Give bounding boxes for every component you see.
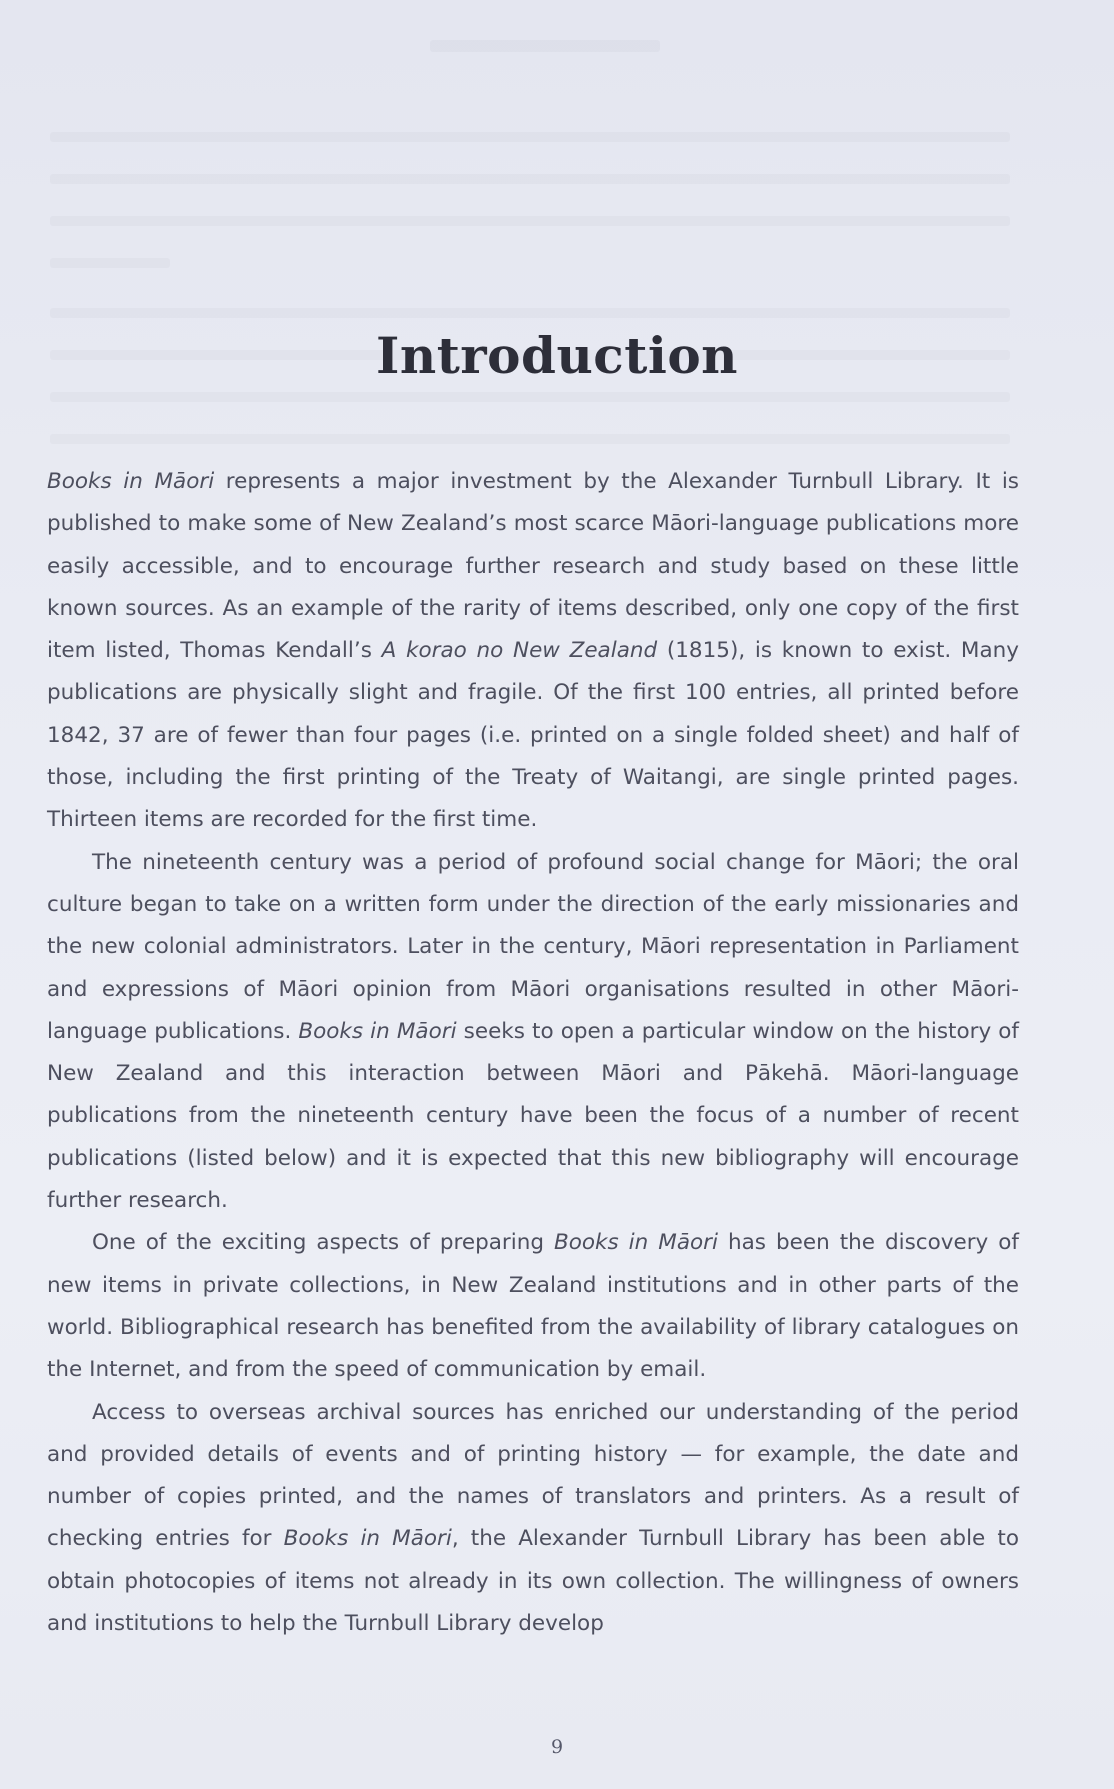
paragraph-text: represents a major investment by the Alexander Turnbull Library. It is published to make some of New Zealand’s most scarce Māori-language publications more easily accessible, and to encourage further research and study based on these little known sources. As an example of the rarity of items described, only one copy of the first item listed, Thomas Kendall’s [47,469,1019,664]
show-through-line [50,258,170,268]
show-through-line [50,174,1010,184]
italic-title-text: Books in Māori [283,1526,452,1552]
show-through-line [50,392,1010,402]
italic-title-text: Books in Māori [298,1018,457,1044]
paragraph-text: One of the exciting aspects of preparing [92,1230,554,1256]
paragraph [47,461,1019,842]
italic-title-text: Books in Māori [553,1230,718,1256]
show-through-line [50,434,1010,444]
page-number: 9 [550,1736,564,1758]
paragraph-text: , the Alexander Turnbull Library has been able to obtain photocopies of items not already in its own collection. The willingness of owners and institutions to help the Turnbull Library develop [47,1526,1019,1637]
paragraph-text: Access to overseas archival sources has enriched our understanding of the period and provided details of events and of printing history — for example, the date and number of copies printed, and the names of translators and printers. As a result of checking entries for [47,1399,1019,1552]
paragraph [47,1392,1019,1646]
italic-title-text: Books in Māori [47,469,215,494]
chapter-title: Introduction [375,325,739,385]
paragraph-text: The nineteenth century was a period of profound social change for Māori; the oral culture began to take on a written form under the direction of the early missionaries and the new colonial administrators. Later in the century, Māori representation in Parliament and expressions of Māori opinion from Māori organisations resulted in other Māori-language publications. [47,849,1019,1044]
body-text [47,461,1019,1645]
paragraph [47,842,1019,1223]
paragraph-text: has been the discovery of new items in private collections, in New Zealand institutions and in other parts of the world. Bibliographical research has benefited from the availability of library catalogues on the Internet, and from the speed of communication by email. [47,1230,1019,1383]
paragraph-text: (1815), is known to exist. Many publications are physically slight and fragile. Of the first 100 entries, all printed before 1842, 37 are of fewer than four pages (i.e. printed on a single folded sheet) and half of those, including the first printing of the Treaty of Waitangi, are single printed pages. Thirteen items are recorded for the first time. [47,638,1020,833]
show-through-running-head [430,40,660,52]
show-through-line [50,132,1010,142]
paragraph-text: seeks to open a particular window on the history of New Zealand and this interaction between Māori and Pākehā. Māori-language publications from the nineteenth century have been the focus of a number of recent publications (listed below) and it is expected that this new bibliography will encourage further research. [47,1018,1020,1214]
show-through-line [50,308,1010,318]
show-through-line [50,216,1010,226]
paragraph [47,1222,1019,1391]
italic-title-text: A korao no New Zealand [381,638,658,664]
